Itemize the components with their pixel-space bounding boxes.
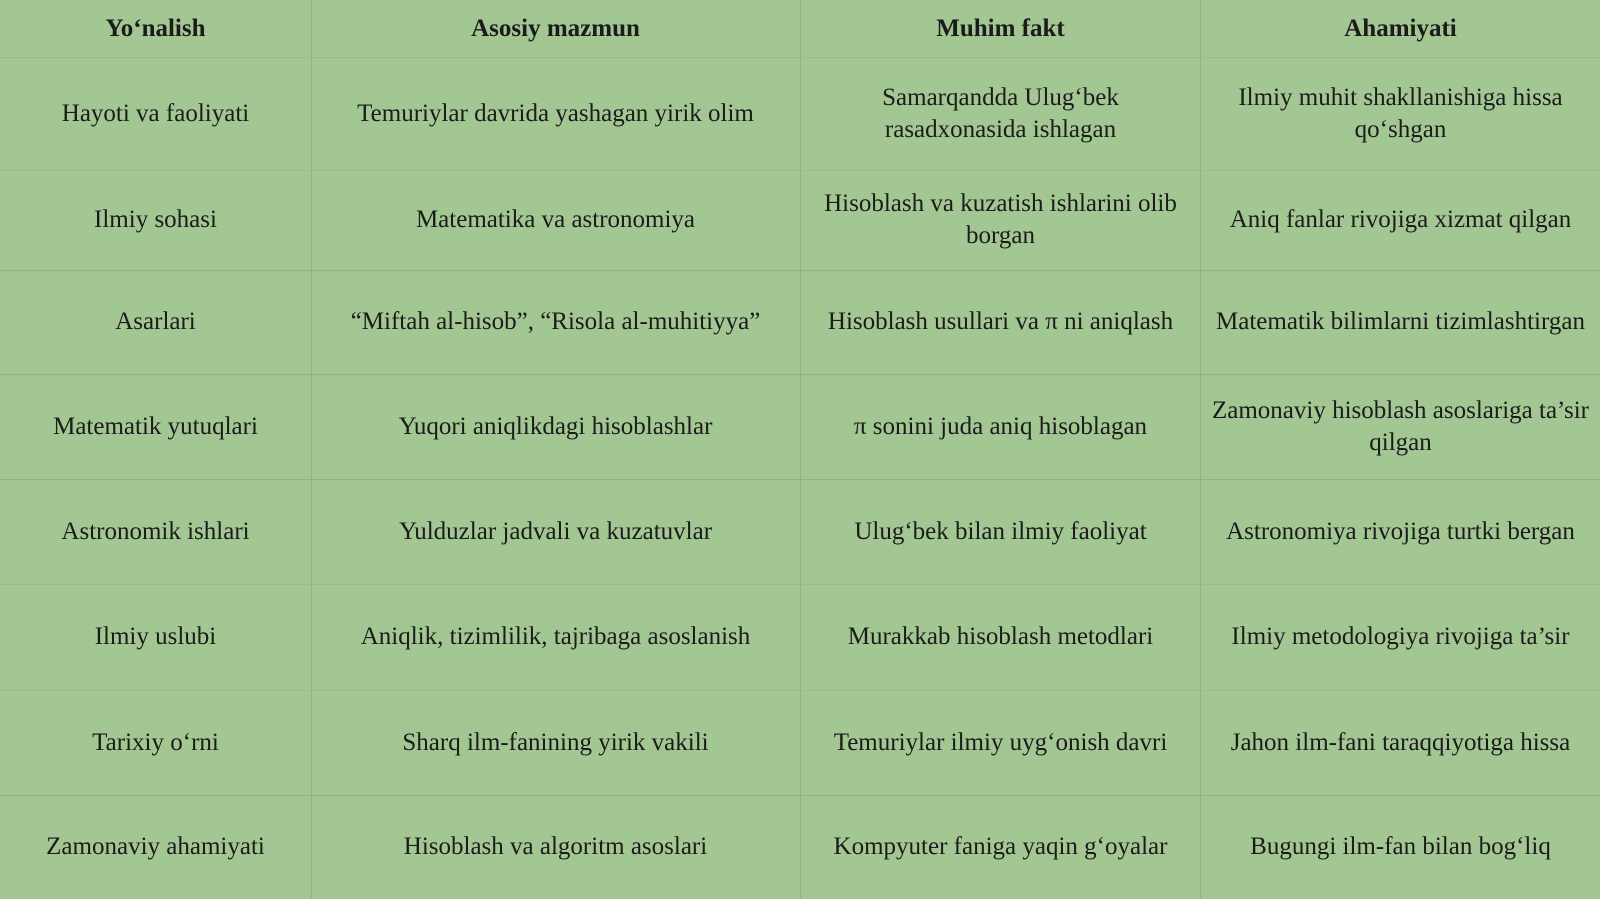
table-cell: Ilmiy uslubi	[94, 623, 217, 650]
table-cell: Yuqori aniqlikdagi hisoblashlar	[398, 412, 713, 440]
table-cell: Samarqandda Ulug‘bek rasadxonasida ishlagan	[882, 83, 1119, 143]
table-cell: Sharq ilm-fanining yirik vakili	[402, 728, 709, 756]
table-row	[0, 57, 1600, 170]
table-row	[0, 270, 1600, 374]
table-cell: Murakkab hisoblash metodlari	[847, 623, 1154, 650]
header-cell: Ahamiyati	[1344, 14, 1457, 42]
table-row	[0, 584, 1600, 690]
table-cell: Hayoti va faoliyati	[61, 99, 250, 127]
table-cell: Ilmiy sohasi	[94, 206, 217, 233]
table-cell: π sonini juda aniq hisoblagan	[853, 412, 1148, 440]
table-header-row	[0, 0, 1600, 57]
header-cell: Muhim fakt	[936, 14, 1065, 42]
header-cell: Asosiy mazmun	[471, 14, 640, 42]
table-cell: Zamonaviy ahamiyati	[46, 833, 265, 860]
table-cell: Hisoblash usullari va π ni aniqlash	[827, 308, 1174, 335]
table-cell: Matematika va astronomiya	[415, 206, 696, 233]
table-cell: Bugungi ilm-fan bilan bog‘liq	[1250, 833, 1551, 860]
table-cell: Tarixiy o‘rni	[92, 728, 219, 756]
table-cell: Ilmiy metodologiya rivojiga ta’sir	[1231, 623, 1570, 650]
table-row	[0, 479, 1600, 584]
table-cell: Zamonaviy hisoblash asoslariga ta’sir qilgan	[1211, 396, 1589, 456]
table-cell: Kompyuter faniga yaqin g‘oyalar	[833, 833, 1168, 860]
table-cell: Jahon ilm-fani taraqqiyotiga hissa	[1230, 728, 1571, 756]
table-row	[0, 795, 1600, 899]
table-cell: Temuriylar ilmiy uyg‘onish davri	[833, 728, 1168, 756]
table-cell: Hisoblash va kuzatish ishlarini olib borgan	[824, 190, 1177, 249]
table-cell: Aniqlik, tizimlilik, tajribaga asoslanish	[360, 623, 751, 650]
table-row	[0, 170, 1600, 270]
table-cell: Hisoblash va algoritm asoslari	[403, 833, 708, 860]
table-cell: Aniq fanlar rivojiga xizmat qilgan	[1229, 206, 1572, 233]
table-cell: “Miftah al-hisob”, “Risola al-muhitiyya”	[350, 308, 761, 335]
table-row	[0, 374, 1600, 479]
table-cell: Astronomik ishlari	[61, 517, 250, 545]
table-cell: Yulduzlar jadvali va kuzatuvlar	[398, 517, 713, 545]
table-cell: Ulug‘bek bilan ilmiy faoliyat	[854, 517, 1147, 545]
header-cell: Yo‘nalish	[105, 14, 206, 42]
table-cell: Temuriylar davrida yashagan yirik olim	[357, 99, 754, 127]
table-cell: Matematik yutuqlari	[53, 412, 258, 440]
table-cell: Asarlari	[115, 308, 196, 335]
table-cell: Astronomiya rivojiga turtki bergan	[1226, 517, 1575, 545]
table-cell: Ilmiy muhit shakllanishiga hissa qo‘shgan	[1238, 83, 1563, 143]
table-row	[0, 690, 1600, 795]
table-cell: Matematik bilimlarni tizimlashtirgan	[1216, 308, 1585, 335]
